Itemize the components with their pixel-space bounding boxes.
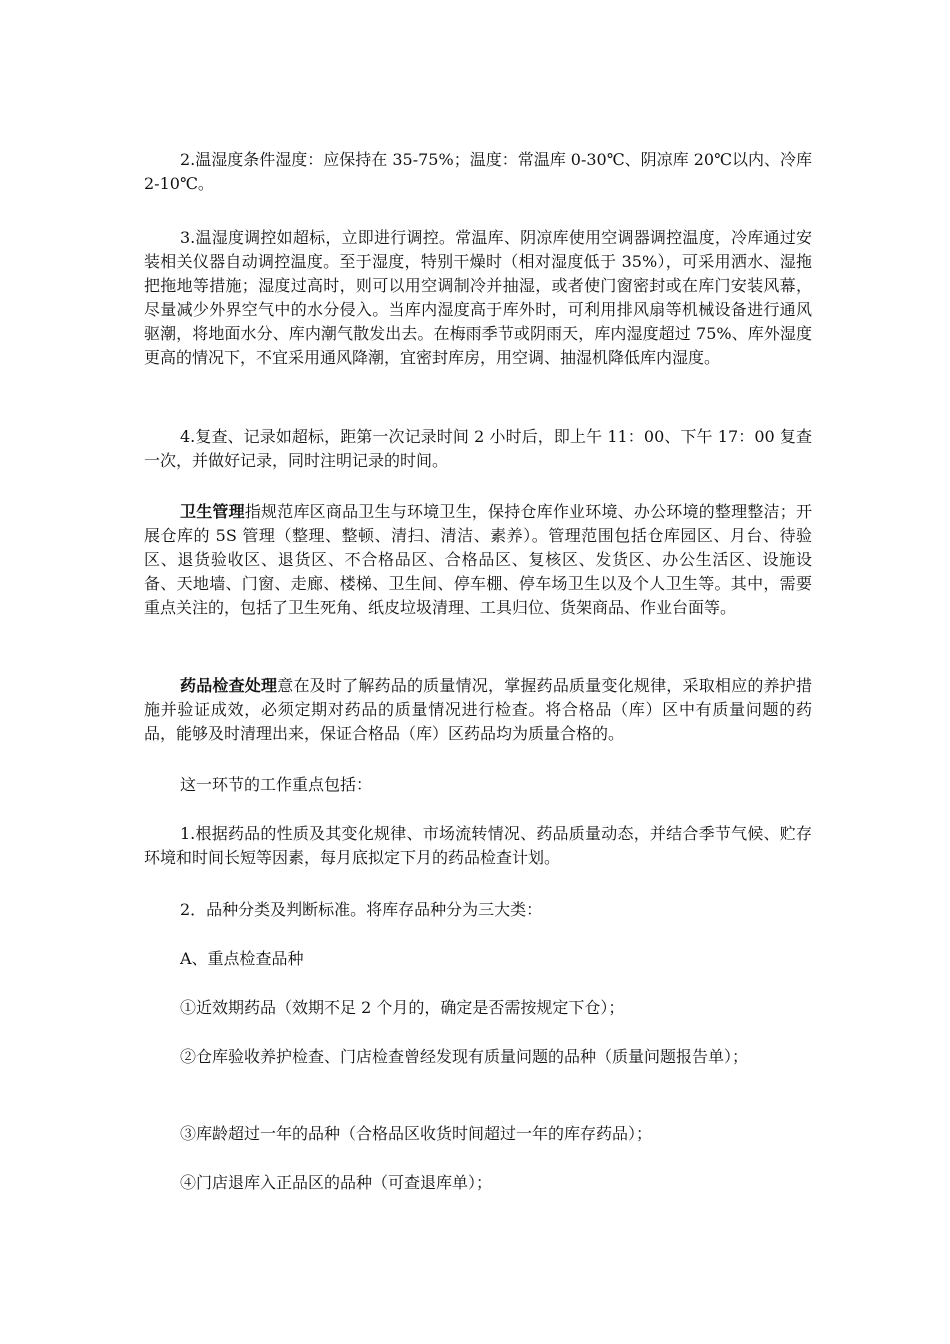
paragraph-text: A、重点检查品种 [180, 949, 304, 968]
paragraph-plan [144, 822, 812, 870]
paragraph-hygiene [144, 500, 812, 620]
paragraph-text: 2．品种分类及判断标准。将库存品种分为三大类： [180, 900, 543, 919]
list-item-4 [144, 1171, 812, 1195]
paragraph-text: 指规范库区商品卫生与环境卫生，保持仓库作业环境、办公环境的整理整洁；开展仓库的 5S 管理（整理、整顿、清扫、清洁、素养）。管理范围包括仓库园区、月台、待验区、退货验收区、退货区、不合格品区、合格品区、复核区、发货区、办公生活区、设施设备、天地墙、门窗、走廊、楼梯、卫生间、停车棚、停车场卫生以及个人卫生等。其中，需要重点关注的，包括了卫生死角、纸皮垃圾清理、工具归位、货架商品、作业台面等。 [144, 502, 812, 617]
paragraph-lead-term: 药品检查处理 [180, 676, 278, 695]
paragraph-text: 这一环节的工作重点包括： [180, 775, 373, 794]
paragraph-text: ③库龄超过一年的品种（合格品区收货时间超过一年的库存药品）； [180, 1124, 653, 1143]
paragraph-text: ④门店退库入正品区的品种（可查退库单）； [180, 1173, 493, 1192]
paragraph-humidity-control [144, 226, 812, 370]
paragraph-classification [144, 898, 812, 922]
paragraph-text: 3.温湿度调控如超标，立即进行调控。常温库、阴凉库使用空调器调控温度，冷库通过安装相关仪器自动调控温度。至于湿度，特别干燥时（相对湿度低于 35%），可采用洒水、湿拖把拖地等措施；湿度过高时，则可以用空调制冷并抽湿，或者使门窗密封或在库门安装风幕，尽量减少外界空气中的水分侵入。当库内湿度高于库外时，可利用排风扇等机械设备进行通风驱潮，将地面水分、库内潮气散发出去。在梅雨季节或阴雨天，库内湿度超过 75%、库外湿度更高的情况下，不宜采用通风降潮，宜密封库房，用空调、抽湿机降低库内湿度。 [144, 228, 812, 367]
paragraph-text: 2.温湿度条件湿度：应保持在 35-75%；温度：常温库 0-30℃、阴凉库 20℃以内、冷库 2-10℃。 [144, 150, 812, 193]
list-item-1 [144, 996, 812, 1020]
paragraph-text: ①近效期药品（效期不足 2 个月的，确定是否需按规定下仓）； [180, 998, 625, 1017]
paragraph-text: ②仓库验收养护检查、门店检查曾经发现有质量问题的品种（质量问题报告单）； [180, 1047, 749, 1066]
list-item-3 [144, 1122, 812, 1146]
paragraph-humidity-conditions [144, 148, 812, 196]
list-item-2 [144, 1045, 812, 1069]
paragraph-text: 意在及时了解药品的质量情况，掌握药品质量变化规律，采取相应的养护措施并验证成效，必须定期对药品的质量情况进行检查。将合格品（库）区中有质量问题的药品，能够及时清理出来，保证合格品（库）区药品均为质量合格的。 [144, 676, 812, 743]
paragraph-class-a [144, 947, 812, 971]
paragraph-text: 1.根据药品的性质及其变化规律、市场流转情况、药品质量动态，并结合季节气候、贮存环境和时间长短等因素，每月底拟定下月的药品检查计划。 [144, 824, 812, 867]
paragraph-lead-term: 卫生管理 [180, 502, 245, 521]
paragraph-key-points [144, 773, 812, 797]
paragraph-inspection [144, 674, 812, 746]
paragraph-text: 4.复查、记录如超标，距第一次记录时间 2 小时后，即上午 11：00、下午 17：00 复查一次，并做好记录，同时注明记录的时间。 [144, 427, 812, 470]
paragraph-recheck [144, 425, 812, 473]
